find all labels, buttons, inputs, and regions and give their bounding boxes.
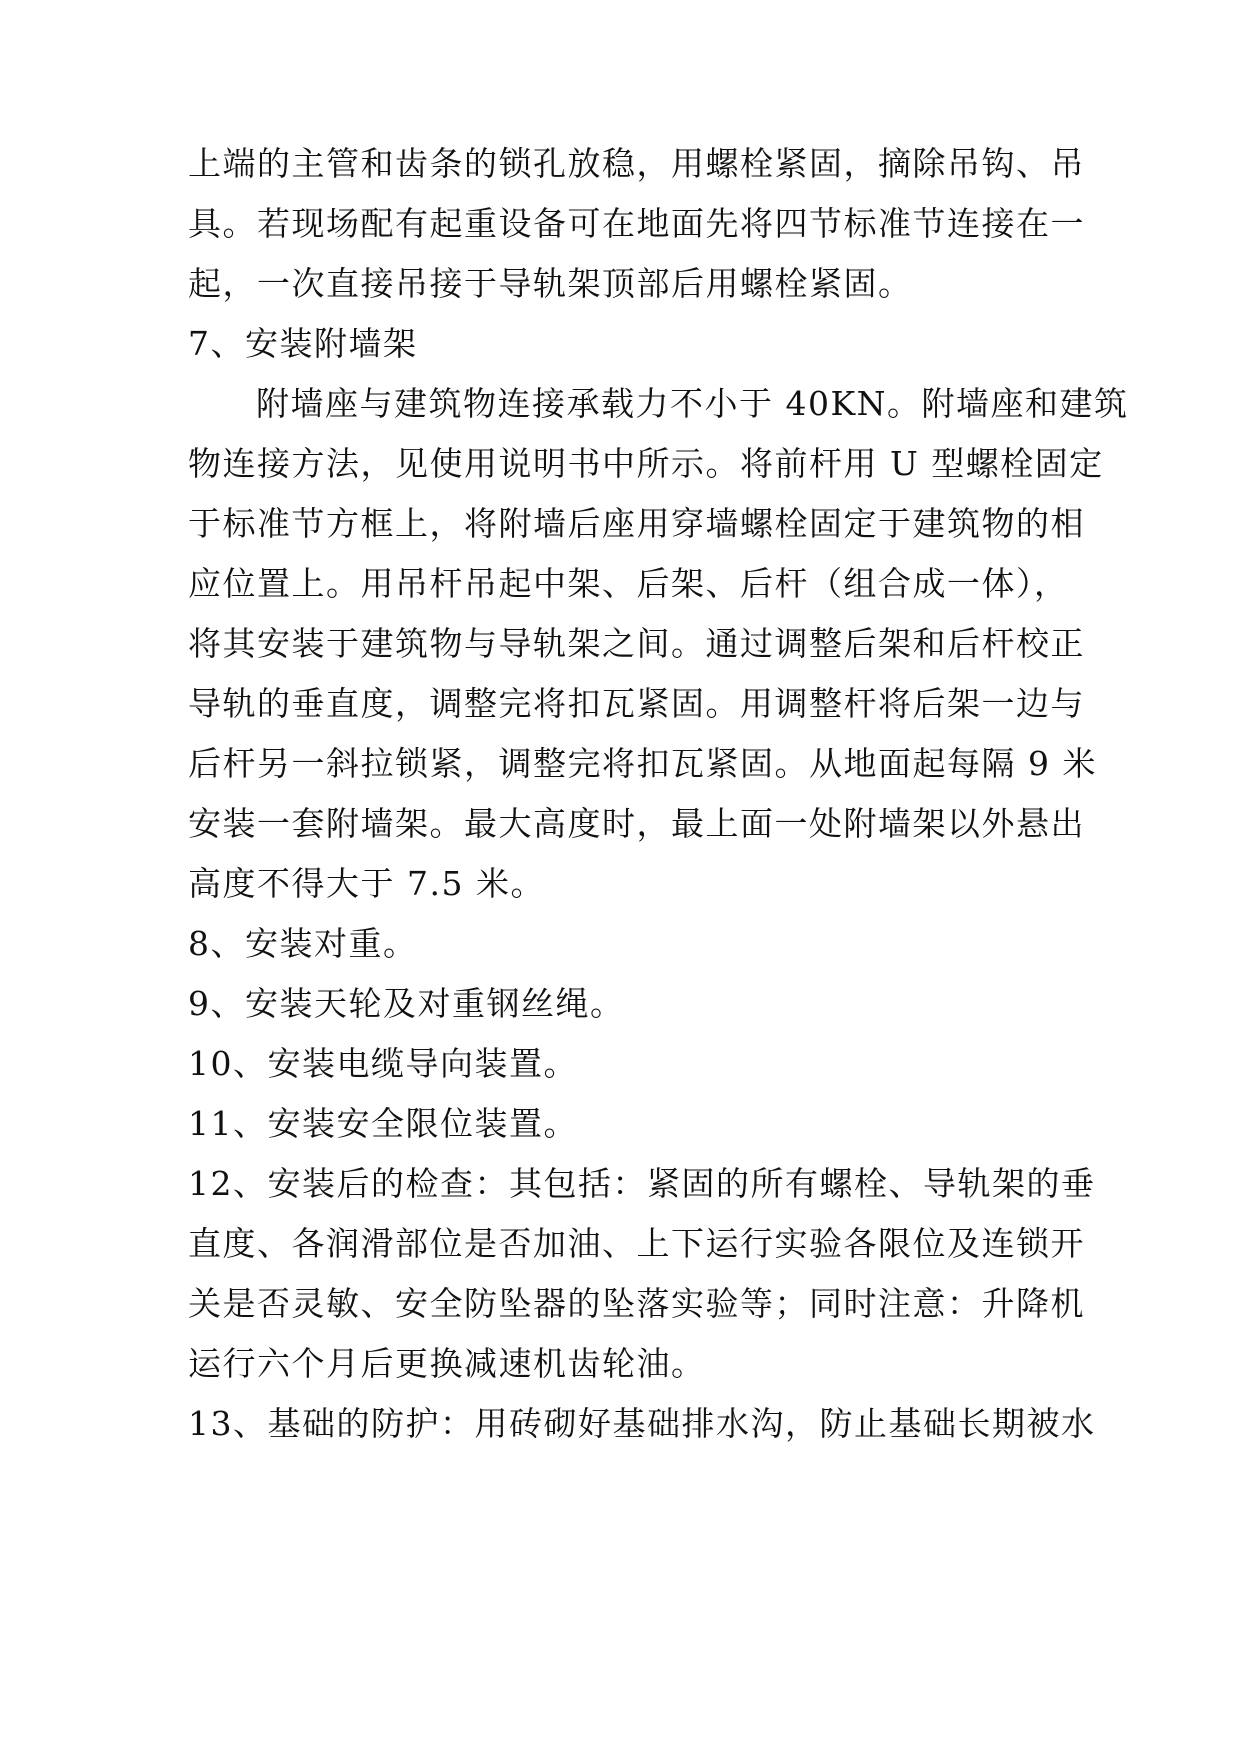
section-heading: 13、基础的防护：用砖砌好基础排水沟，防止基础长期被水: [188, 1404, 1096, 1443]
text-line: 直度、各润滑部位是否加油、上下运行实验各限位及连锁开: [188, 1224, 1085, 1263]
text-line: 后杆另一斜拉锁紧，调整完将扣瓦紧固。从地面起每隔 9 米: [188, 744, 1097, 783]
text-line: 物连接方法，见使用说明书中所示。将前杆用 U 型螺栓固定: [188, 444, 1104, 483]
text-line: 起，一次直接吊接于导轨架顶部后用螺栓紧固。: [188, 264, 913, 303]
text-line: 应位置上。用吊杆吊起中架、后架、后杆（组合成一体），: [188, 564, 1069, 603]
paragraph-first-line: 附墙座与建筑物连接承载力不小于 40KN。附墙座和建筑: [256, 384, 1129, 423]
text-line: 将其安装于建筑物与导轨架之间。通过调整后架和后杆校正: [188, 624, 1085, 663]
text-line: 高度不得大于 7.5 米。: [188, 864, 545, 903]
section-heading: 8、安装对重。: [188, 924, 418, 963]
text-line: 导轨的垂直度，调整完将扣瓦紧固。用调整杆将后架一边与: [188, 684, 1085, 723]
text-line: 具。若现场配有起重设备可在地面先将四节标准节连接在一: [188, 204, 1085, 243]
text-line: 运行六个月后更换减速机齿轮油。: [188, 1344, 706, 1383]
text-line: 于标准节方框上，将附墙后座用穿墙螺栓固定于建筑物的相: [188, 504, 1085, 543]
text-line: 关是否灵敏、安全防坠器的坠落实验等；同时注意：升降机: [188, 1284, 1085, 1323]
section-heading: 7、安装附墙架: [188, 324, 418, 363]
text-line: 安装一套附墙架。最大高度时，最上面一处附墙架以外悬出: [188, 804, 1085, 843]
section-heading: 9、安装天轮及对重钢丝绳。: [188, 984, 625, 1023]
section-heading: 11、安装安全限位装置。: [188, 1104, 578, 1143]
section-heading: 10、安装电缆导向装置。: [188, 1044, 578, 1083]
section-heading: 12、安装后的检查：其包括：紧固的所有螺栓、导轨架的垂: [188, 1164, 1096, 1203]
text-line: 上端的主管和齿条的锁孔放稳，用螺栓紧固，摘除吊钩、吊: [188, 144, 1085, 183]
